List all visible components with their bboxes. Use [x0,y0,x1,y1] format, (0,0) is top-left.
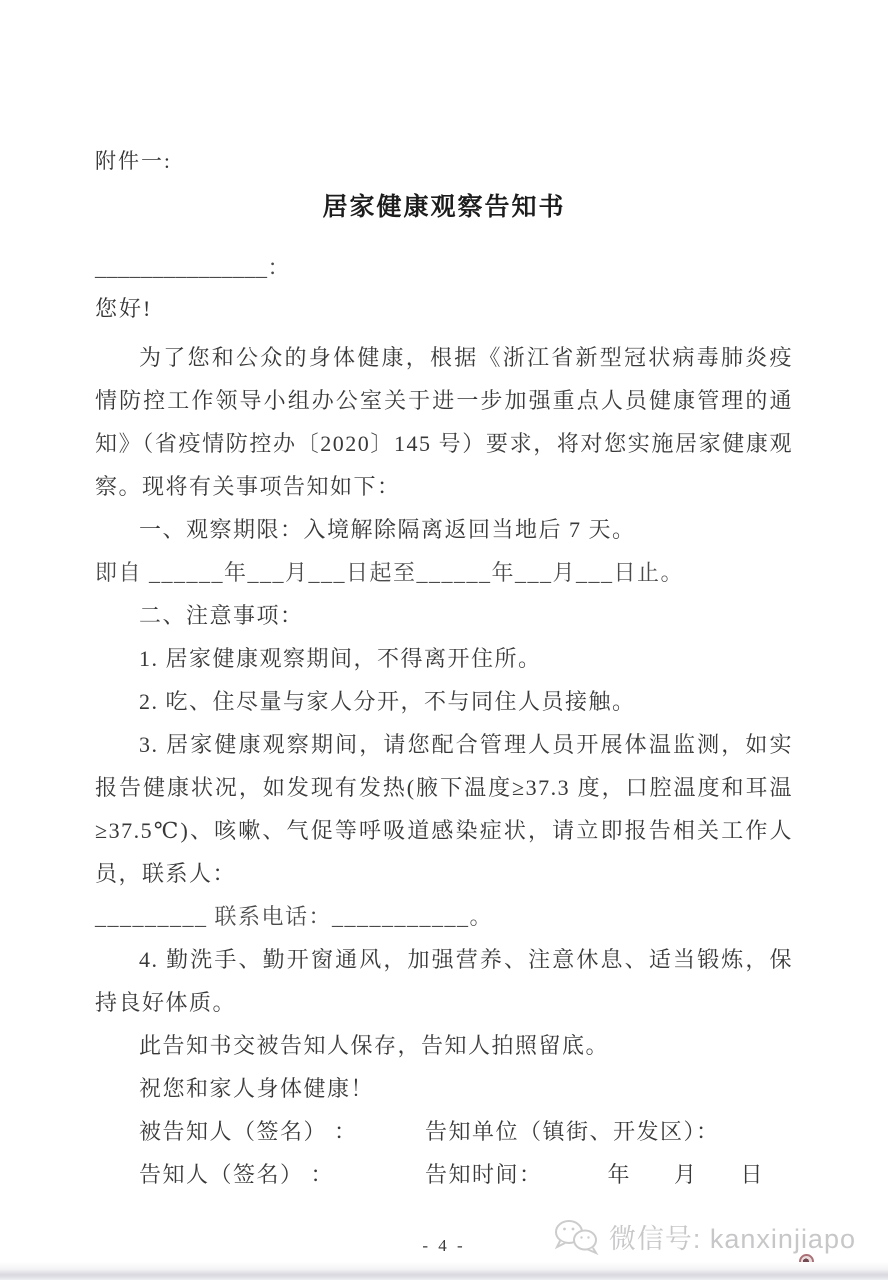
signature-row-1 [95,1110,793,1153]
notice-item-4: 4. 勤洗手、勤开窗通风，加强营养、注意休息、适当锻炼，保持良好体质。 [95,947,793,1015]
section2-heading: 二、注意事项： [139,603,304,628]
salutation-blank-line: _______________： [95,255,291,280]
section1-heading: 一、观察期限：入境解除隔离返回当地后 7 天。 [139,517,636,542]
notify-time-label: 告知时间： [425,1162,543,1187]
notice-item-2: 2. 吃、住尽量与家人分开，不与同住人员接触。 [139,689,636,714]
notifying-unit-label: 告知单位（镇街、开发区）： [425,1119,720,1144]
wechat-watermark [553,1216,856,1256]
document-title: 居家健康观察告知书 [322,193,566,221]
greeting-text: 您好! [95,296,153,321]
contact-blank-line: _________ 联系电话：___________。 [95,904,494,929]
signature-row-2 [95,1153,793,1196]
scan-bottom-edge [0,1262,888,1280]
wechat-icon [553,1216,601,1256]
notifier-signature-label: 告知人（签名） ： [139,1162,335,1187]
observation-date-line: 即自 ______年___月___日起至______年___月___日止。 [95,560,685,585]
intro-paragraph: 为了您和公众的身体健康，根据《浙江省新型冠状病毒肺炎疫情防控工作领导小组办公室关于进一步加强重点人员健康管理的通知》（省疫情防控办〔2020〕145 号）要求，将对您实施居家健康观察。现将有关事项告知如下： [95,345,793,499]
attachment-label: 附件一: [95,149,172,173]
wish-line: 祝您和家人身体健康！ [139,1076,375,1101]
notify-time-date-blanks: 年 月 日 [607,1162,765,1187]
page-number: - 4 - [422,1236,466,1255]
notice-item-3: 3. 居家健康观察期间，请您配合管理人员开展体温监测，如实报告健康状况，如发现有发热(腋下温度≥37.3 度，口腔温度和耳温≥37.5℃)、咳嗽、气促等呼吸道感染症状，请立即报告相关工作人员，联系人： [95,732,793,886]
notified-person-signature-label: 被告知人（签名） ： [139,1119,358,1144]
notify-time-cell [425,1153,793,1196]
notice-item-1: 1. 居家健康观察期间，不得离开住所。 [139,646,542,671]
watermark-text: 微信号: kanxinjiapo [608,1223,856,1254]
keep-note: 此告知书交被告知人保存，告知人拍照留底。 [139,1033,610,1058]
